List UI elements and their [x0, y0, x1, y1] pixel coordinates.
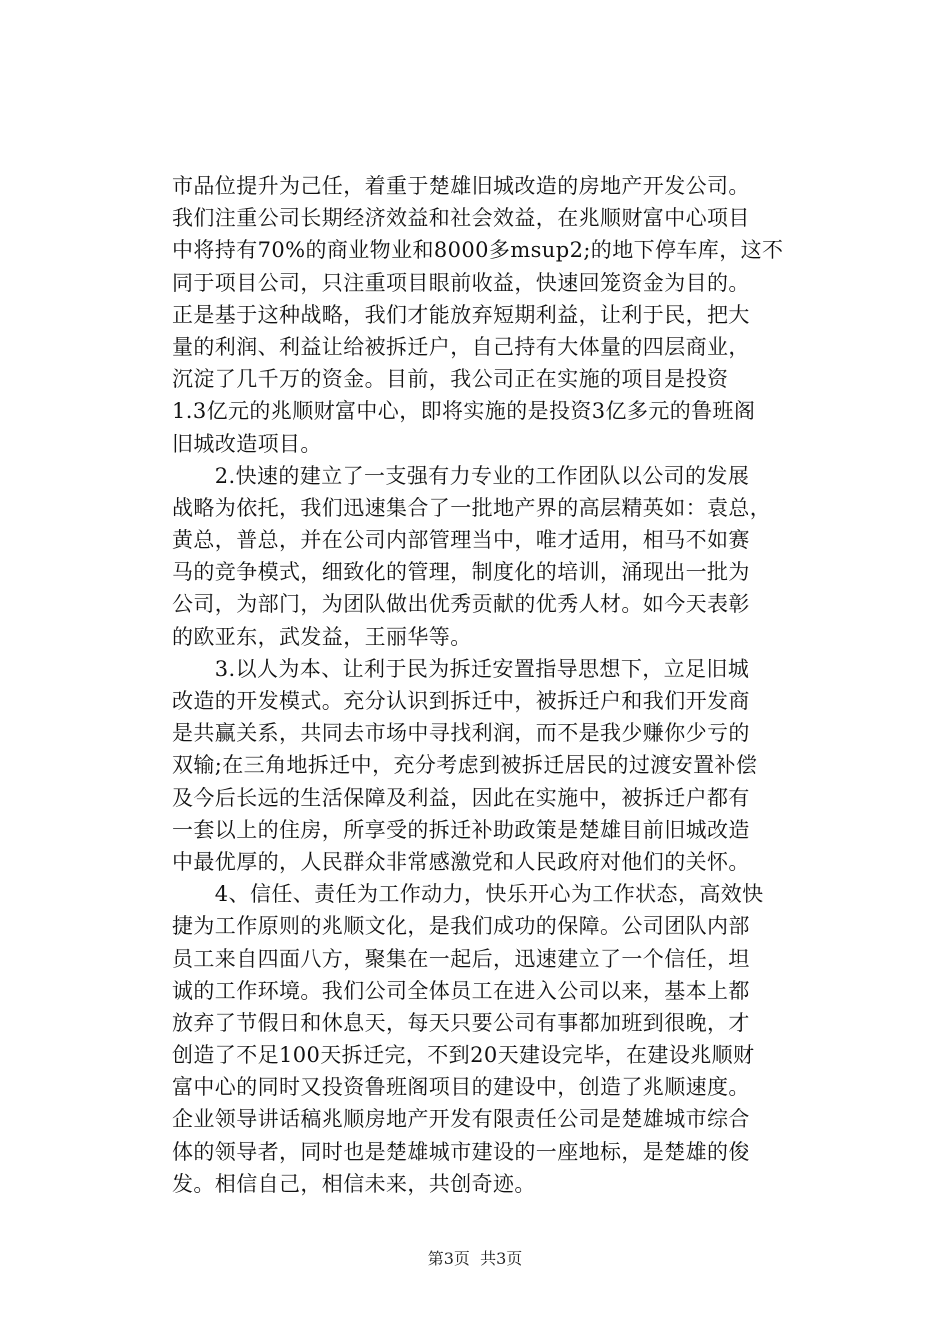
text-line: 1.3亿元的兆顺财富中心，即将实施的是投资3亿多元的鲁班阁: [172, 399, 756, 424]
text-line: 改造的开发模式。充分认识到拆迁中，被拆迁户和我们开发商: [172, 689, 750, 713]
text-line: 同于项目公司，只注重项目眼前收益，快速回笼资金为目的。: [172, 270, 750, 295]
text-line: 我们注重公司长期经济效益和社会效益，在兆顺财富中心项目: [172, 206, 750, 231]
text-line: 诚的工作环境。我们公司全体员工在进入公司以来，基本上都: [172, 978, 750, 1003]
text-line: 马的竞争模式，细致化的管理，制度化的培训，涌现出一批为: [172, 560, 750, 585]
footer-spacer: [470, 1249, 480, 1268]
text-line: 公司，为部门，为团队做出优秀贡献的优秀人材。如今天表彰: [172, 592, 750, 617]
text-line: 捷为工作原则的兆顺文化，是我们成功的保障。公司团队内部: [172, 914, 750, 939]
text-line: 体的领导者，同时也是楚雄城市建设的一座地标，是楚雄的俊: [172, 1139, 750, 1164]
page-number: 第3页: [427, 1249, 470, 1268]
text-line: 是共赢关系，共同去市场中寻找利润，而不是我少赚你少亏的: [172, 721, 750, 746]
text-line: 量的利润、利益让给被拆迁户，自己持有大体量的四层商业，: [172, 334, 750, 359]
paragraph-4-start: 4、信任、责任为工作动力，快乐开心为工作状态，高效快: [172, 882, 764, 907]
text-line: 的欧亚东，武发益，王丽华等。: [172, 624, 472, 649]
text-line: 及今后长远的生活保障及利益，因此在实施中，被拆迁户都有: [172, 785, 750, 810]
page-total: 共3页: [480, 1249, 523, 1268]
paragraph-2-start: 2.快速的建立了一支强有力专业的工作团队以公司的发展: [172, 463, 750, 488]
text-line: 市品位提升为己任，着重于楚雄旧城改造的房地产开发公司。: [172, 174, 750, 198]
body-text: [172, 170, 852, 1200]
text-line: 发。相信自己，相信未来，共创奇迹。: [172, 1171, 536, 1196]
text-line: 旧城改造项目。: [172, 431, 322, 456]
text-line: 战略为依托，我们迅速集合了一批地产界的高层精英如：袁总，: [172, 495, 772, 520]
paragraph-3-start: 3.以人为本、让利于民为拆迁安置指导思想下，立足旧城: [172, 656, 750, 681]
text-line: 中最优厚的，人民群众非常感激党和人民政府对他们的关怀。: [172, 849, 750, 874]
text-line: 中将持有70%的商业物业和8000多msup2;的地下停车库，这不: [172, 238, 784, 263]
text-line: 沉淀了几千万的资金。目前，我公司正在实施的项目是投资: [172, 367, 729, 392]
text-line: 双输;在三角地拆迁中，充分考虑到被拆迁居民的过渡安置补偿: [172, 753, 758, 778]
text-line: 富中心的同时又投资鲁班阁项目的建设中，创造了兆顺速度。: [172, 1075, 750, 1100]
text-line: 黄总，普总，并在公司内部管理当中，唯才适用，相马不如赛: [172, 528, 750, 553]
text-line: 一套以上的住房，所享受的拆迁补助政策是楚雄目前旧城改造: [172, 817, 750, 842]
text-line: 放弃了节假日和休息天，每天只要公司有事都加班到很晚，才: [172, 1010, 750, 1035]
text-line: 企业领导讲话稿兆顺房地产开发有限责任公司是楚雄城市综合: [172, 1107, 750, 1132]
text-line: 创造了不足100天拆迁完，不到20天建设完毕，在建设兆顺财: [172, 1043, 755, 1068]
text-line: 正是基于这种战略，我们才能放弃短期利益，让利于民，把大: [172, 302, 750, 327]
text-line: 员工来自四面八方，聚集在一起后，迅速建立了一个信任，坦: [172, 946, 750, 971]
page-footer: [0, 1246, 950, 1269]
